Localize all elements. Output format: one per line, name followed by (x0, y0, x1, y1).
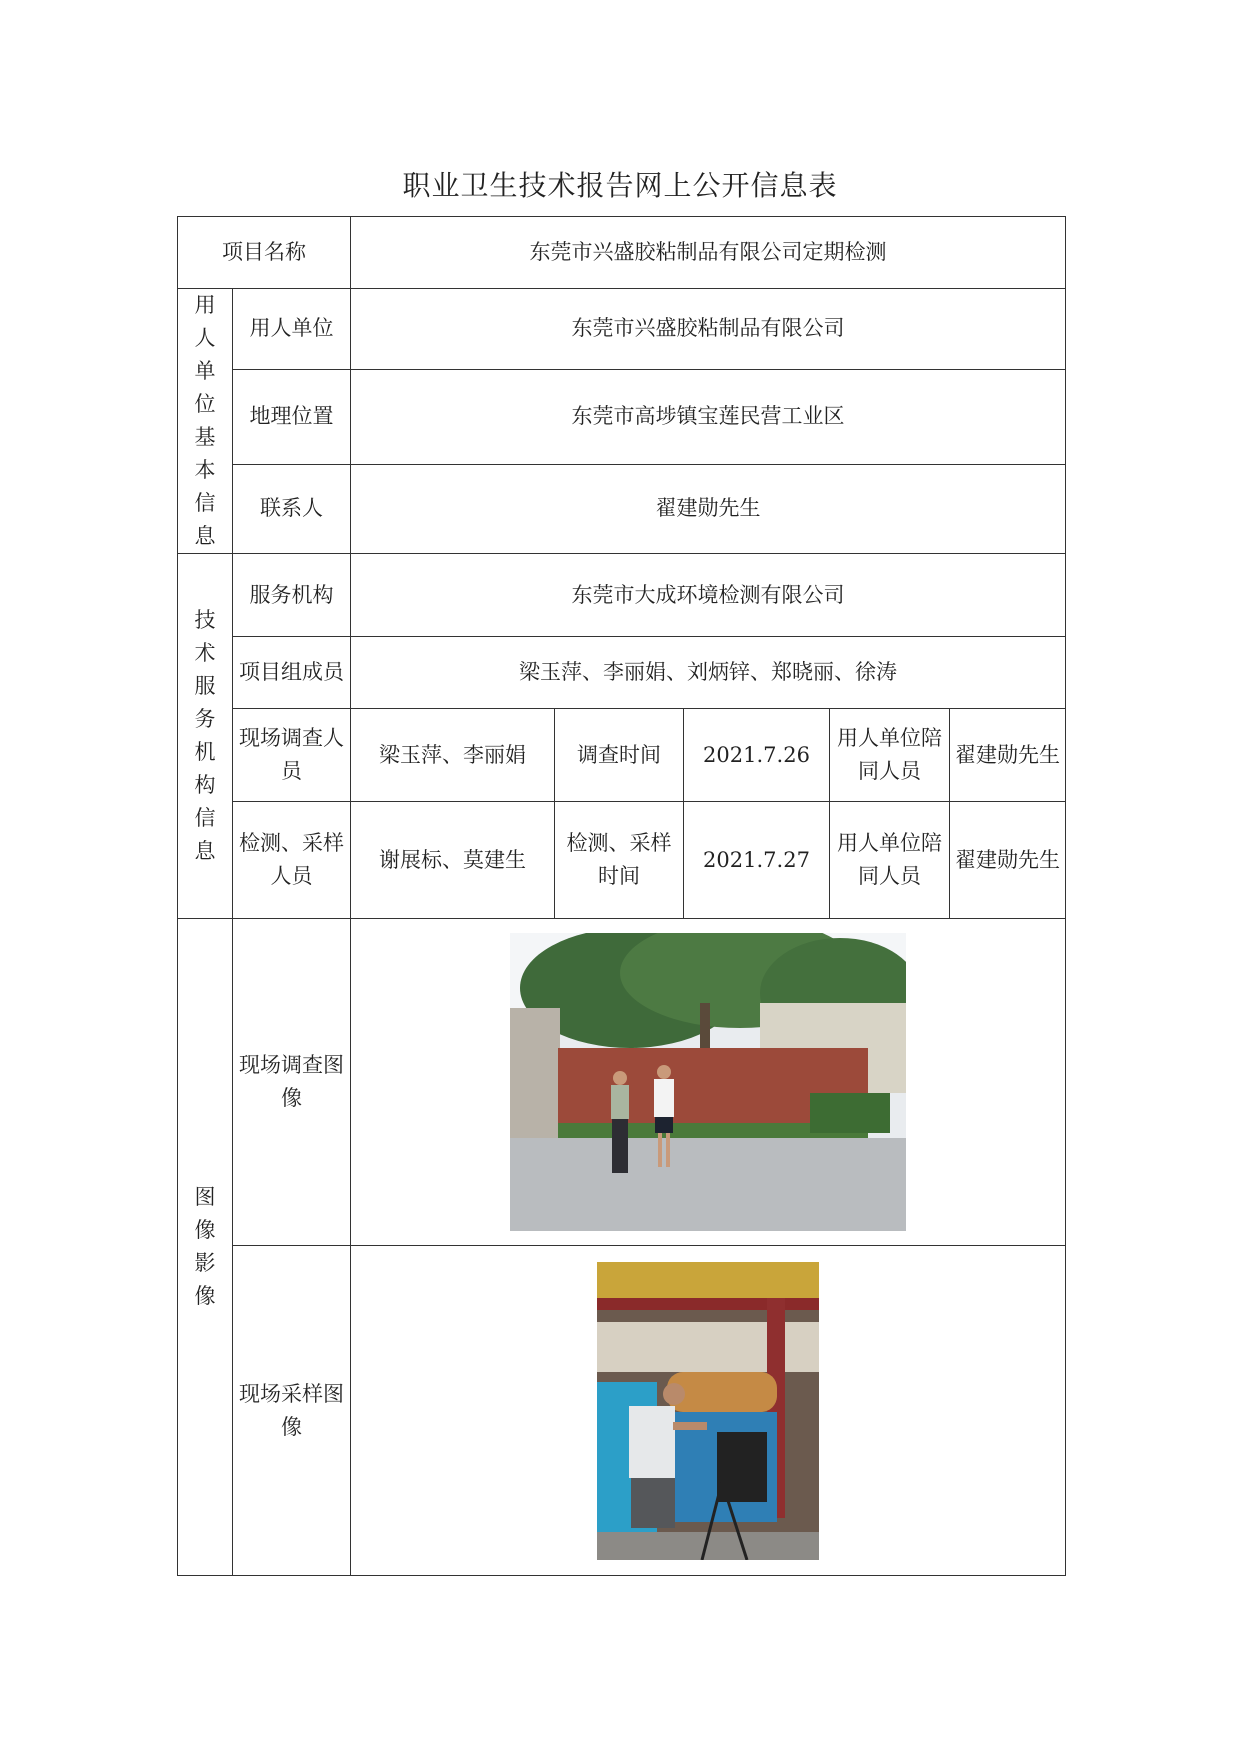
survey-site-photo (510, 933, 906, 1231)
project-name-label: 项目名称 (178, 217, 351, 289)
contact-row (178, 464, 1066, 553)
contact-value: 翟建勋先生 (351, 464, 1066, 553)
survey-row (178, 709, 1066, 802)
sampling-site-photo (597, 1262, 819, 1560)
agency-value: 东莞市大成环境检测有限公司 (351, 554, 1066, 637)
sampling-image-label: 现场采样图像 (233, 1246, 351, 1576)
members-value: 梁玉萍、李丽娟、刘炳锌、郑晓丽、徐涛 (351, 637, 1066, 709)
image-section-label (178, 919, 233, 1576)
page-title: 职业卫生技术报告网上公开信息表 (402, 169, 838, 202)
survey-escort-value: 翟建勋先生 (950, 709, 1066, 802)
sampling-staff-value: 谢展标、莫建生 (351, 802, 555, 919)
image-section-text: 图像影像 (194, 1185, 216, 1308)
survey-escort-label: 用人单位陪同人员 (830, 709, 950, 802)
agency-label: 服务机构 (233, 554, 351, 637)
sampling-time-value: 2021.7.27 (684, 802, 830, 919)
sampling-escort-value: 翟建勋先生 (950, 802, 1066, 919)
employer-value: 东莞市兴盛胶粘制品有限公司 (351, 289, 1066, 370)
location-label: 地理位置 (233, 369, 351, 464)
employer-label: 用人单位 (233, 289, 351, 370)
contact-label: 联系人 (233, 464, 351, 553)
project-row (178, 217, 1066, 289)
members-row (178, 637, 1066, 709)
employer-section-text: 用人单位基本信息 (194, 293, 216, 548)
sampling-staff-label: 检测、采样人员 (233, 802, 351, 919)
info-table (177, 216, 1066, 1576)
service-section-text: 技术服务机构信息 (194, 608, 216, 863)
agency-row (178, 554, 1066, 637)
sampling-image-cell (351, 1246, 1066, 1576)
sampling-escort-label: 用人单位陪同人员 (830, 802, 950, 919)
project-name-value: 东莞市兴盛胶粘制品有限公司定期检测 (351, 217, 1066, 289)
survey-staff-value: 梁玉萍、李丽娟 (351, 709, 555, 802)
employer-section-label (178, 289, 233, 554)
survey-image-cell (351, 919, 1066, 1246)
survey-time-label: 调查时间 (555, 709, 684, 802)
sampling-image-row (178, 1246, 1066, 1576)
location-value: 东莞市高埗镇宝莲民营工业区 (351, 369, 1066, 464)
survey-image-label: 现场调查图像 (233, 919, 351, 1246)
survey-staff-label: 现场调查人员 (233, 709, 351, 802)
service-section-label (178, 554, 233, 919)
sampling-time-label: 检测、采样时间 (555, 802, 684, 919)
location-row (178, 369, 1066, 464)
sampling-row (178, 802, 1066, 919)
survey-image-row (178, 919, 1066, 1246)
members-label: 项目组成员 (233, 637, 351, 709)
employer-row (178, 289, 1066, 370)
survey-time-value: 2021.7.26 (684, 709, 830, 802)
